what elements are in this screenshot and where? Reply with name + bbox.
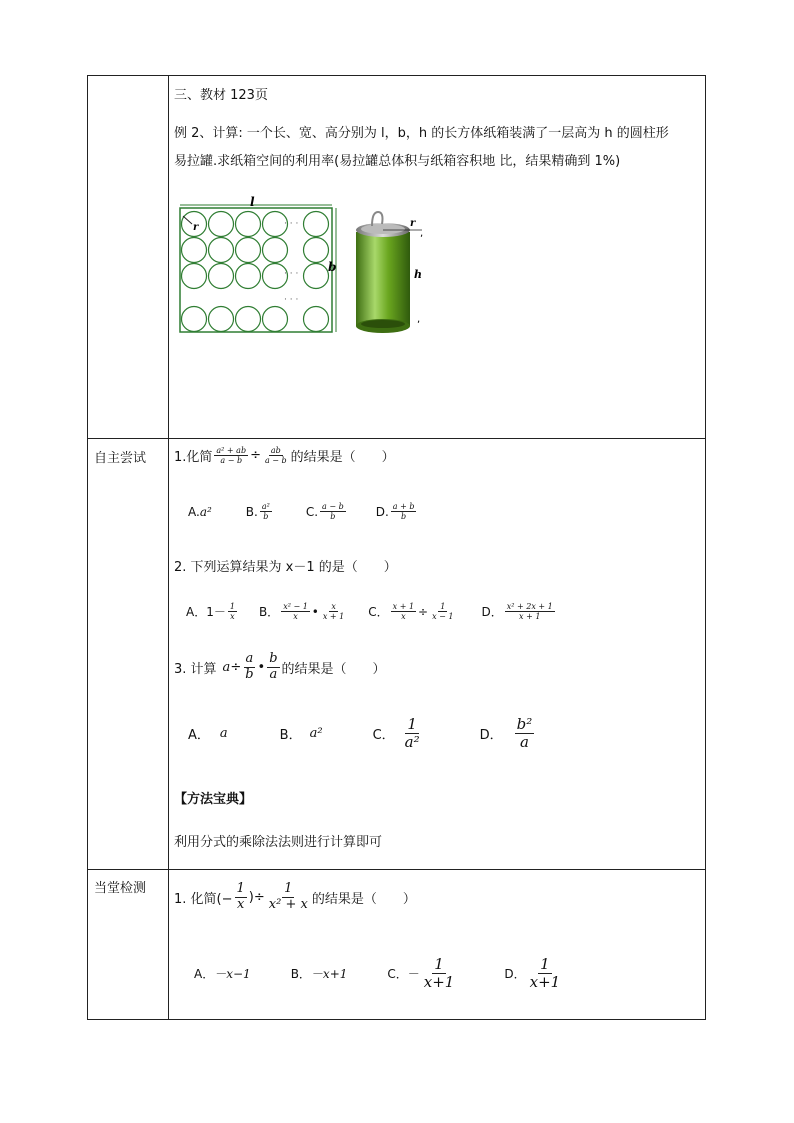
q3-option-d-label: D． bbox=[479, 728, 503, 744]
check-q1-fraction-2: $\frac{1}{\text{x² + x}}$ bbox=[268, 881, 308, 912]
q2-option-b-f1: $\frac{\text{x² − 1}}{x}$ bbox=[283, 602, 308, 622]
check-q1-options bbox=[194, 956, 564, 992]
q3-option-c-label: C． bbox=[372, 728, 395, 744]
can-circle bbox=[304, 307, 329, 332]
can-circles bbox=[182, 212, 329, 332]
question-2: 2. 下列运算结果为 x－1 的是（ ） bbox=[174, 560, 397, 575]
section-header: 三、教材 123页 bbox=[174, 88, 268, 103]
q3-option-d: $\frac{\text{b²}}{a}$ bbox=[516, 715, 533, 752]
check-q1-option-a: －x−1 bbox=[214, 967, 251, 982]
check-q1-option-d: $\frac{1}{x+1}$ bbox=[529, 955, 561, 992]
can-circle bbox=[263, 307, 288, 332]
q1-option-c: $\frac{a - b}{b}$ bbox=[322, 502, 344, 522]
check-question-1 bbox=[174, 882, 416, 913]
example-line-1: 例 2、计算: 一个长、宽、高分别为 l，b，h 的长方体纸箱装满了一层高为 h 的圆柱形 bbox=[174, 126, 669, 141]
q2-option-c-op: ÷ bbox=[418, 604, 429, 619]
q3-op2: • bbox=[257, 659, 266, 675]
can-circle bbox=[209, 212, 234, 237]
q2-option-d-label: D． bbox=[481, 605, 503, 620]
can-tick-mark-top: , bbox=[420, 228, 424, 239]
can-circle bbox=[182, 238, 207, 263]
check-q1-fraction-1: $\frac{1}{x}$ bbox=[236, 881, 245, 912]
column-divider bbox=[168, 76, 169, 1019]
q1-fraction-2: $\frac{ab}{a - b}$ bbox=[264, 446, 287, 466]
label-r-can: r bbox=[410, 218, 416, 229]
q1-option-d-label: D. bbox=[375, 504, 389, 519]
q2-options bbox=[186, 602, 557, 621]
can-base-shadow bbox=[361, 320, 405, 328]
q3-fraction-1: $\frac{a}{b}$ bbox=[245, 651, 254, 682]
can-circle bbox=[236, 307, 261, 332]
can-lid-inner bbox=[361, 224, 405, 234]
label-h: h bbox=[414, 268, 422, 281]
check-q1-option-b-label: B． bbox=[290, 967, 311, 982]
q1-prefix: 1.化简 bbox=[174, 450, 213, 466]
can-circle bbox=[182, 264, 207, 289]
dots-row-1: · · · bbox=[284, 219, 299, 229]
can-tick-mark: , bbox=[417, 314, 421, 325]
check-q1-mid: )÷ bbox=[248, 889, 265, 905]
q3-option-b: a² bbox=[309, 726, 323, 742]
row-divider-2 bbox=[88, 869, 705, 870]
can-circle bbox=[209, 264, 234, 289]
can-circle bbox=[236, 264, 261, 289]
q1-suffix: 的结果是（ ） bbox=[290, 450, 395, 466]
label-r-box: r bbox=[193, 222, 199, 233]
row-label-self-try: 自主尝试 bbox=[94, 451, 147, 466]
question-3 bbox=[174, 652, 386, 683]
q1-option-c-label: C. bbox=[305, 504, 319, 519]
q2-option-d: $\frac{\text{x² + 2x + 1}}{x + 1}$ bbox=[506, 602, 553, 622]
dots-row-3: · · · bbox=[284, 269, 299, 279]
can-circle bbox=[304, 212, 329, 237]
check-q1-suffix: 的结果是（ ） bbox=[311, 891, 416, 907]
can-circle bbox=[236, 212, 261, 237]
can-circle bbox=[236, 238, 261, 263]
check-q1-option-c: $\frac{1}{x+1}$ bbox=[423, 955, 455, 992]
q2-option-a: $\frac{1}{x}$ bbox=[229, 602, 235, 622]
label-b: b bbox=[328, 260, 337, 274]
can-illustration bbox=[356, 212, 423, 333]
radius-line bbox=[183, 216, 192, 224]
question-1 bbox=[174, 446, 395, 465]
can-circle bbox=[263, 238, 288, 263]
q2-option-c-f2: $\frac{1}{x - 1}$ bbox=[432, 602, 454, 622]
can-circle bbox=[304, 238, 329, 263]
can-circle bbox=[209, 238, 234, 263]
q1-op: ÷ bbox=[250, 448, 261, 464]
row-label-check: 当堂检测 bbox=[94, 881, 147, 896]
q2-option-a-label: A．1－ bbox=[186, 605, 226, 620]
method-title: 【方法宝典】 bbox=[174, 792, 253, 807]
check-q1-option-c-label: C．－ bbox=[387, 967, 420, 982]
row-divider-1 bbox=[88, 438, 705, 439]
q1-option-b: $\frac{\text{a²}}{b}$ bbox=[261, 502, 270, 522]
q1-option-a: a² bbox=[199, 504, 212, 519]
q3-a: a bbox=[222, 659, 231, 675]
cans-figure bbox=[176, 196, 438, 346]
q3-fraction-2: $\frac{b}{a}$ bbox=[269, 651, 278, 682]
q3-option-a: a bbox=[219, 726, 228, 742]
q2-option-c-f1: $\frac{x + 1}{x}$ bbox=[392, 602, 415, 622]
q3-option-c: $\frac{1}{\text{a²}}$ bbox=[404, 715, 420, 752]
can-circle bbox=[209, 307, 234, 332]
dots-row-gap: · · · bbox=[284, 295, 299, 305]
q3-prefix: 3. 计算 bbox=[174, 661, 217, 677]
q3-option-a-label: A． bbox=[188, 728, 210, 744]
method-text: 利用分式的乘除法法则进行计算即可 bbox=[174, 835, 383, 850]
q2-option-c-label: C． bbox=[368, 605, 389, 620]
q1-fraction-1: $\frac{\text{a² + ab}}{a - b}$ bbox=[216, 446, 247, 466]
q1-option-b-label: B. bbox=[245, 504, 258, 519]
can-circle bbox=[182, 307, 207, 332]
q3-options bbox=[188, 716, 536, 752]
check-q1-option-b: －x+1 bbox=[310, 967, 348, 982]
q1-options bbox=[188, 502, 418, 521]
q3-op1: ÷ bbox=[230, 659, 242, 675]
example-line-2: 易拉罐.求纸箱空间的利用率(易拉罐总体积与纸箱容积地 比，结果精确到 1%) bbox=[174, 154, 621, 169]
label-l: l bbox=[250, 196, 255, 209]
q1-option-d: $\frac{a + b}{b}$ bbox=[392, 502, 415, 522]
q3-suffix: 的结果是（ ） bbox=[281, 661, 386, 677]
check-q1-option-a-label: A． bbox=[194, 967, 215, 982]
q3-option-b-label: B． bbox=[279, 728, 302, 744]
can-body bbox=[356, 232, 410, 326]
q2-option-b-f2: $\frac{x}{x + 1}$ bbox=[322, 602, 345, 622]
box-outline bbox=[180, 208, 332, 332]
q2-option-b-op: • bbox=[311, 604, 319, 619]
check-q1-prefix: 1. 化简(− bbox=[174, 891, 233, 907]
can-circle bbox=[304, 264, 329, 289]
box-of-cans bbox=[180, 196, 336, 332]
check-q1-option-d-label: D． bbox=[504, 967, 526, 982]
q2-option-b-label: B． bbox=[258, 605, 280, 620]
q1-option-a-label: A. bbox=[188, 504, 200, 519]
